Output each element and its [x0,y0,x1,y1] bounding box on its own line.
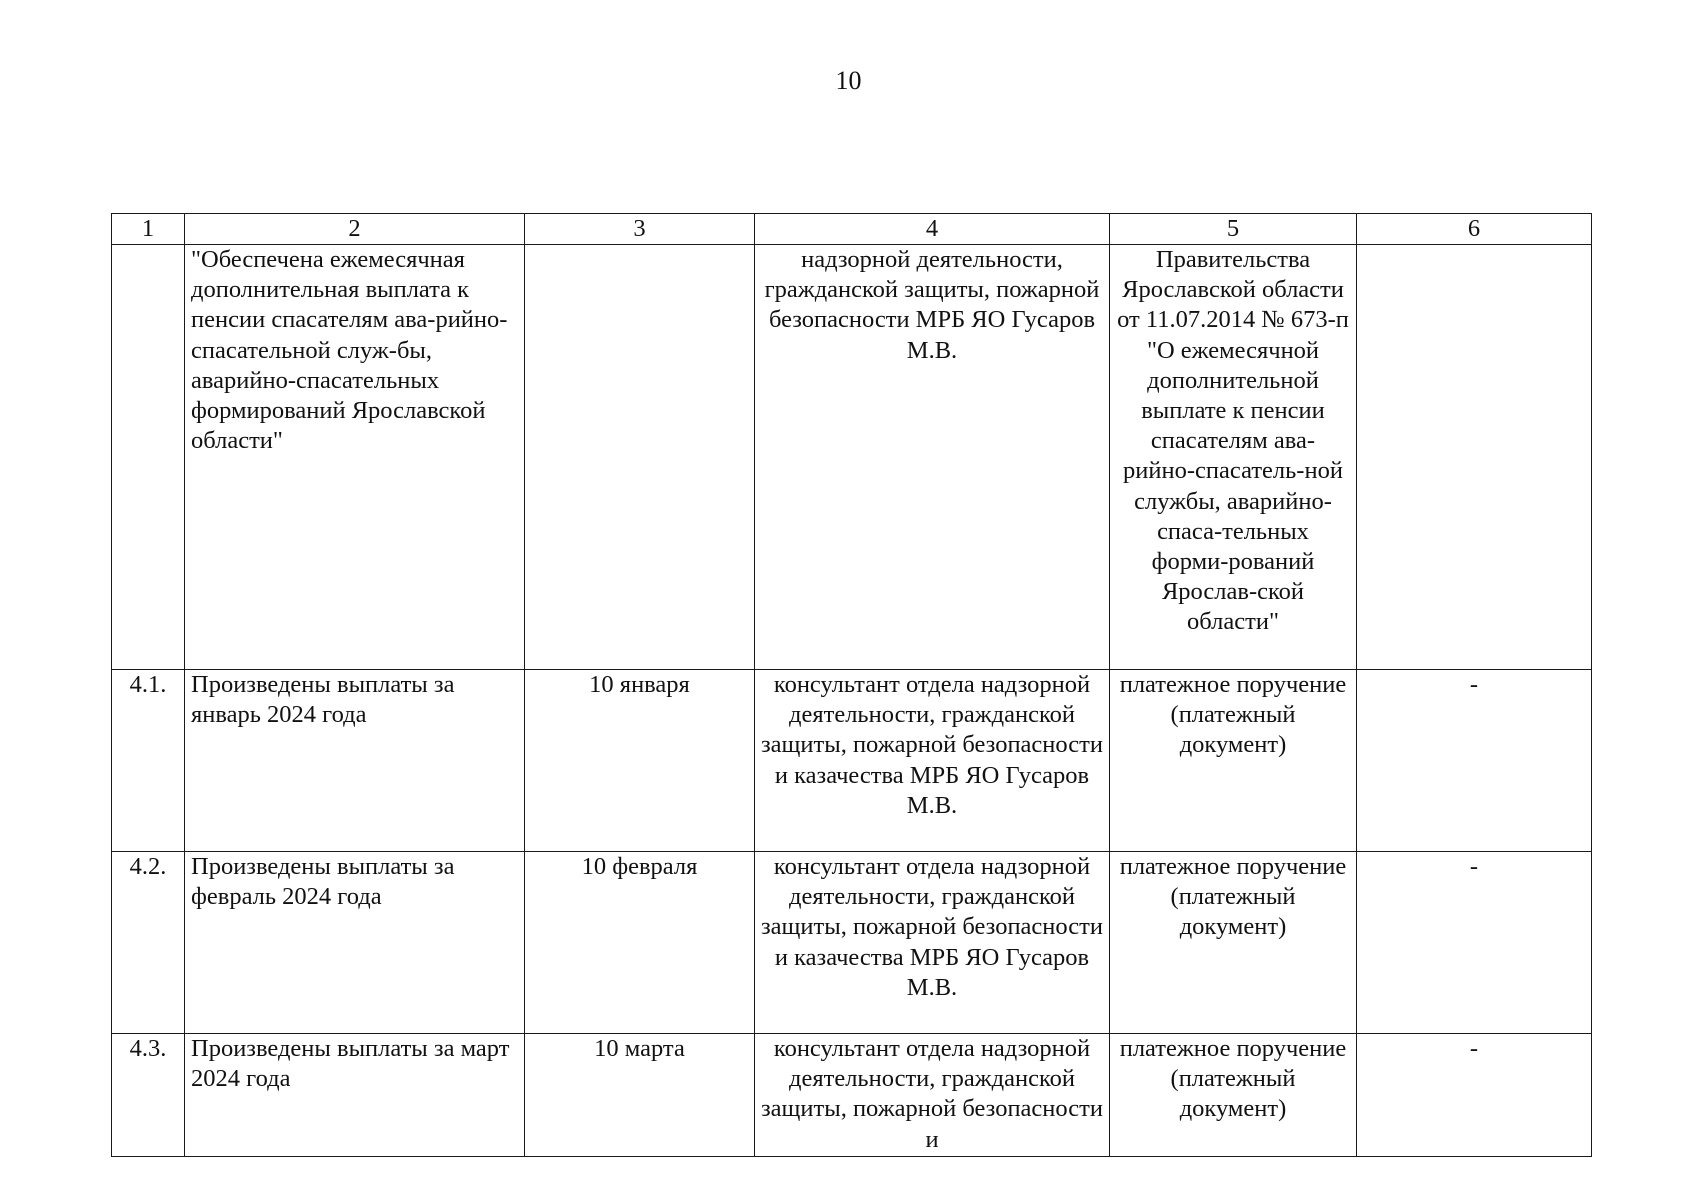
header-cell: 6 [1357,214,1592,245]
header-cell: 4 [755,214,1110,245]
header-cell: 5 [1110,214,1357,245]
row-number-cell: 4.1. [112,670,185,852]
header-cell: 2 [185,214,525,245]
note-cell: - [1357,670,1592,852]
table-row [112,245,1592,670]
result-cell: Произведены выплаты за февраль 2024 года [185,852,525,1034]
note-cell: - [1357,852,1592,1034]
responsible-cell: надзорной деятельности, гражданской защиты, пожарной безопасности МРБ ЯО Гусаров М.В. [755,245,1110,670]
responsible-cell: консультант отдела надзорной деятельности, гражданской защиты, пожарной безопасности и казачества МРБ ЯО Гусаров М.В. [755,670,1110,852]
note-cell [1357,245,1592,670]
document-cell: платежное поручение (платежный документ) [1110,852,1357,1034]
table-row [112,852,1592,1034]
date-cell: 10 марта [525,1034,755,1157]
row-number-cell: 4.2. [112,852,185,1034]
document-cell: платежное поручение (платежный документ) [1110,1034,1357,1157]
result-cell: Произведены выплаты за январь 2024 года [185,670,525,852]
result-cell: "Обеспечена ежемесячная дополнительная выплата к пенсии спасателям ава-рийно-спасательной служ-бы, аварийно-спасательных формирований Ярославской области" [185,245,525,670]
date-cell [525,245,755,670]
date-cell: 10 января [525,670,755,852]
responsible-cell: консультант отдела надзорной деятельности, гражданской защиты, пожарной безопасности и [755,1034,1110,1157]
table-row [112,670,1592,852]
document-cell: платежное поручение (платежный документ) [1110,670,1357,852]
page-number: 10 [835,66,862,95]
table-row [112,1034,1592,1157]
result-cell: Произведены выплаты за март 2024 года [185,1034,525,1157]
responsible-cell: консультант отдела надзорной деятельности, гражданской защиты, пожарной безопасности и казачества МРБ ЯО Гусаров М.В. [755,852,1110,1034]
document-cell: Правительства Ярославской области от 11.07.2014 № 673-п "О ежемесячной дополнительной выплате к пенсии спасателям ава-рийно-спасатель-ной службы, аварийно-спаса-тельных форми-рований Ярослав-ской области" [1110,245,1357,670]
table-header-row [112,214,1592,245]
row-number-cell [112,245,185,670]
note-cell: - [1357,1034,1592,1157]
row-number-cell: 4.3. [112,1034,185,1157]
plan-table [111,213,1592,1157]
header-cell: 1 [112,214,185,245]
header-cell: 3 [525,214,755,245]
date-cell: 10 февраля [525,852,755,1034]
